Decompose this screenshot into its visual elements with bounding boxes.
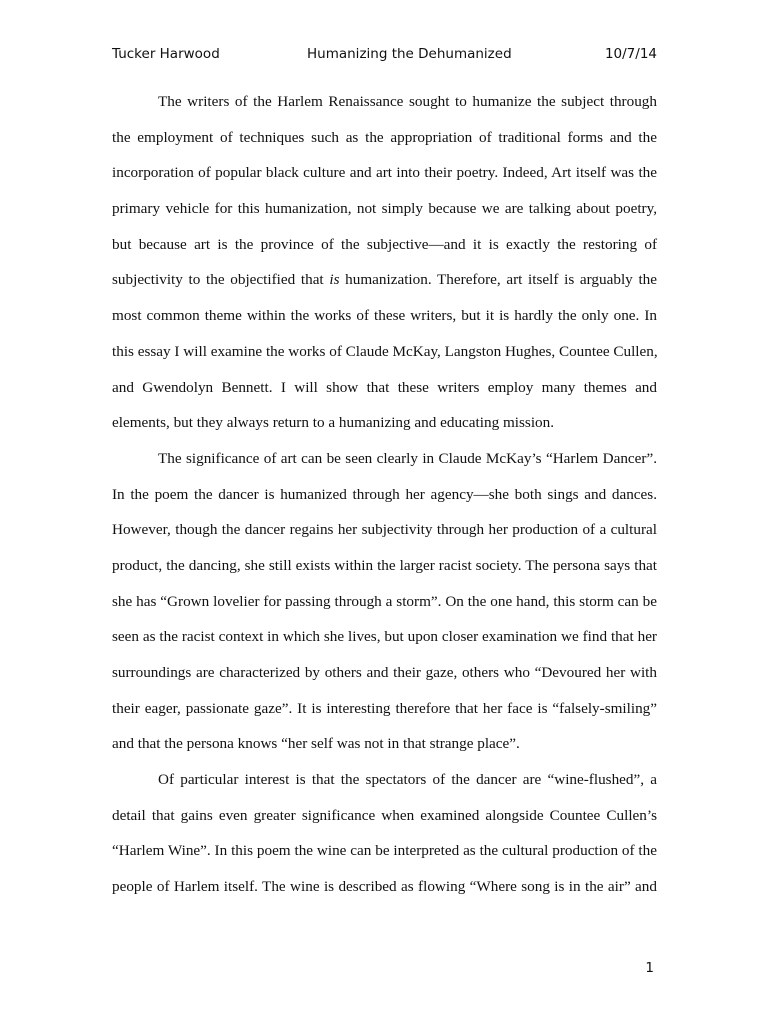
essay-body (112, 84, 657, 905)
body-line: However, though the dancer regains her subjectivity through her production of a cultural (112, 521, 657, 539)
body-line: incorporation of popular black culture and art into their poetry. Indeed, Art itself was the (112, 164, 657, 182)
body-line: detail that gains even greater significance when examined alongside Countee Cullen’s (112, 806, 657, 824)
body-line: and Gwendolyn Bennett. I will show that these writers employ many themes and (112, 378, 657, 396)
body-line: Of particular interest is that the spectators of the dancer are “wine-flushed”, a (158, 771, 657, 789)
header-date: 10/7/14 (604, 46, 657, 62)
body-line: she has “Grown lovelier for passing through a storm”. On the one hand, this storm can be (112, 592, 657, 610)
header-title: Humanizing the Dehumanized (307, 46, 512, 62)
body-line: surroundings are characterized by others and their gaze, others who “Devoured her with (112, 664, 657, 681)
body-line: The writers of the Harlem Renaissance sought to humanize the subject through (158, 93, 657, 110)
body-line-text: subjectivity to the objectified that (112, 271, 330, 289)
body-line-text: humanization. Therefore, art itself is arguably the (339, 271, 657, 289)
body-line: elements, but they always return to a humanizing and educating mission. (112, 414, 555, 432)
body-line: seen as the racist context in which she lives, but upon closer examination we find that her (112, 628, 657, 646)
body-line-emphasis: is (329, 271, 340, 289)
body-line: and that the persona knows “her self was not in that strange place”. (112, 735, 520, 753)
body-line: the employment of techniques such as the appropriation of traditional forms and the (112, 128, 657, 146)
body-line: people of Harlem itself. The wine is described as flowing “Where song is in the air” and (112, 878, 657, 896)
body-line: this essay I will examine the works of Claude McKay, Langston Hughes, Countee Cullen, (112, 342, 658, 360)
body-line (112, 262, 657, 298)
body-line: product, the dancing, she still exists within the larger racist society. The persona says that (112, 556, 657, 574)
page-number: 1 (645, 960, 654, 976)
body-line: their eager, passionate gaze”. It is interesting therefore that her face is “falsely-smiling” (112, 699, 657, 717)
header-author: Tucker Harwood (112, 46, 220, 62)
body-line: “Harlem Wine”. In this poem the wine can be interpreted as the cultural production of the (112, 842, 657, 860)
body-line: In the poem the dancer is humanized through her agency—she both sings and dances. (112, 485, 657, 503)
body-line: The significance of art can be seen clearly in Claude McKay’s “Harlem Dancer”. (158, 449, 657, 467)
body-line: primary vehicle for this humanization, not simply because we are talking about poetry, (112, 200, 657, 218)
body-line: most common theme within the works of these writers, but it is hardly the only one. In (112, 307, 657, 325)
body-line: but because art is the province of the subjective—and it is exactly the restoring of (112, 235, 657, 253)
running-header (112, 46, 657, 68)
